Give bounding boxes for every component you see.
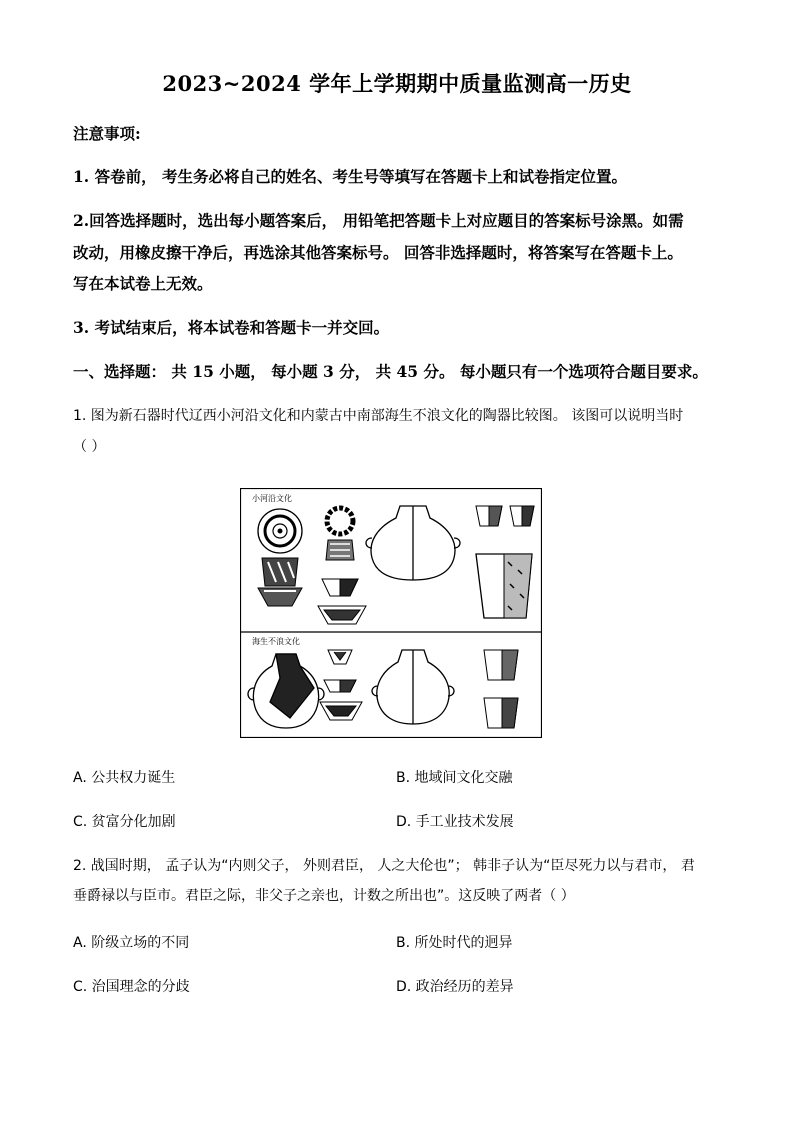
q2-option-c: C. 治国理念的分歧 bbox=[73, 979, 190, 995]
q2-stem-line-2: 垂爵禄以与臣市。君臣之际，非父子之亲也，计数之所出也”。这反映了两者（ ） bbox=[73, 888, 575, 904]
pottery-cup-icon-3 bbox=[484, 650, 518, 680]
q1-stem-line-1: 1. 图为新石器时代辽西小河沿文化和内蒙古中南部海生不浪文化的陶器比较图。 该图可以说明当时 bbox=[73, 408, 684, 424]
pottery-small-jar-icon bbox=[326, 540, 354, 560]
section-1-heading: 一、选择题： 共 15 小题， 每小题 3 分， 共 45 分。 每小题只有一个选项符合题目要求。 bbox=[73, 362, 708, 381]
figure-label-haishengbulang: 海生不浪文化 bbox=[252, 637, 300, 646]
pottery-cup-icon-4 bbox=[484, 698, 518, 728]
q2-option-a: A. 阶级立场的不同 bbox=[73, 935, 190, 951]
pottery-pot-patterned-icon bbox=[258, 558, 302, 606]
q1-stem-line-2: （ ） bbox=[73, 439, 106, 455]
q1-option-b: B. 地域间文化交融 bbox=[396, 770, 513, 786]
q2-option-b: B. 所处时代的迥异 bbox=[396, 935, 513, 951]
q1-option-a: A. 公共权力诞生 bbox=[73, 770, 176, 786]
q1-option-d: D. 手工业技术发展 bbox=[396, 814, 514, 830]
q2-option-d: D. 政治经历的差异 bbox=[396, 979, 514, 995]
figure-label-xiaoheyan: 小河沿文化 bbox=[252, 494, 292, 503]
pottery-tall-vessel-icon bbox=[476, 554, 532, 618]
pottery-plate-icon bbox=[258, 509, 302, 553]
note-item-3: 3. 考试结束后，将本试卷和答题卡一并交回。 bbox=[73, 318, 390, 337]
note-item-2-line-3: 写在本试卷上无效。 bbox=[73, 274, 213, 293]
pottery-small-bowl-icon bbox=[324, 680, 356, 692]
notes-heading: 注意事项: bbox=[73, 124, 141, 143]
q1-option-c: C. 贫富分化加剧 bbox=[73, 814, 176, 830]
note-item-2-line-1: 2.回答选择题时，选出每小题答案后， 用铅笔把答题卡上对应题目的答案标号涂黑。如需 bbox=[73, 211, 684, 230]
page-title: 2023~2024 学年上学期期中质量监测高一历史 bbox=[162, 71, 632, 96]
note-item-1: 1. 答卷前， 考生务必将自己的姓名、考生号等填写在答题卡上和试卷指定位置。 bbox=[73, 167, 627, 186]
note-item-2-line-2: 改动，用橡皮擦干净后，再选涂其他答案标号。 回答非选择题时，将答案写在答题卡上。 bbox=[73, 243, 683, 262]
pottery-cup-icon-2 bbox=[510, 506, 534, 526]
pottery-cup-icon-1 bbox=[476, 506, 502, 526]
pottery-comparison-figure bbox=[240, 488, 542, 738]
q2-stem-line-1: 2. 战国时期， 孟子认为“内则父子， 外则君臣， 人之大伦也”； 韩非子认为“臣尽死力以与君市， 君 bbox=[73, 858, 695, 874]
